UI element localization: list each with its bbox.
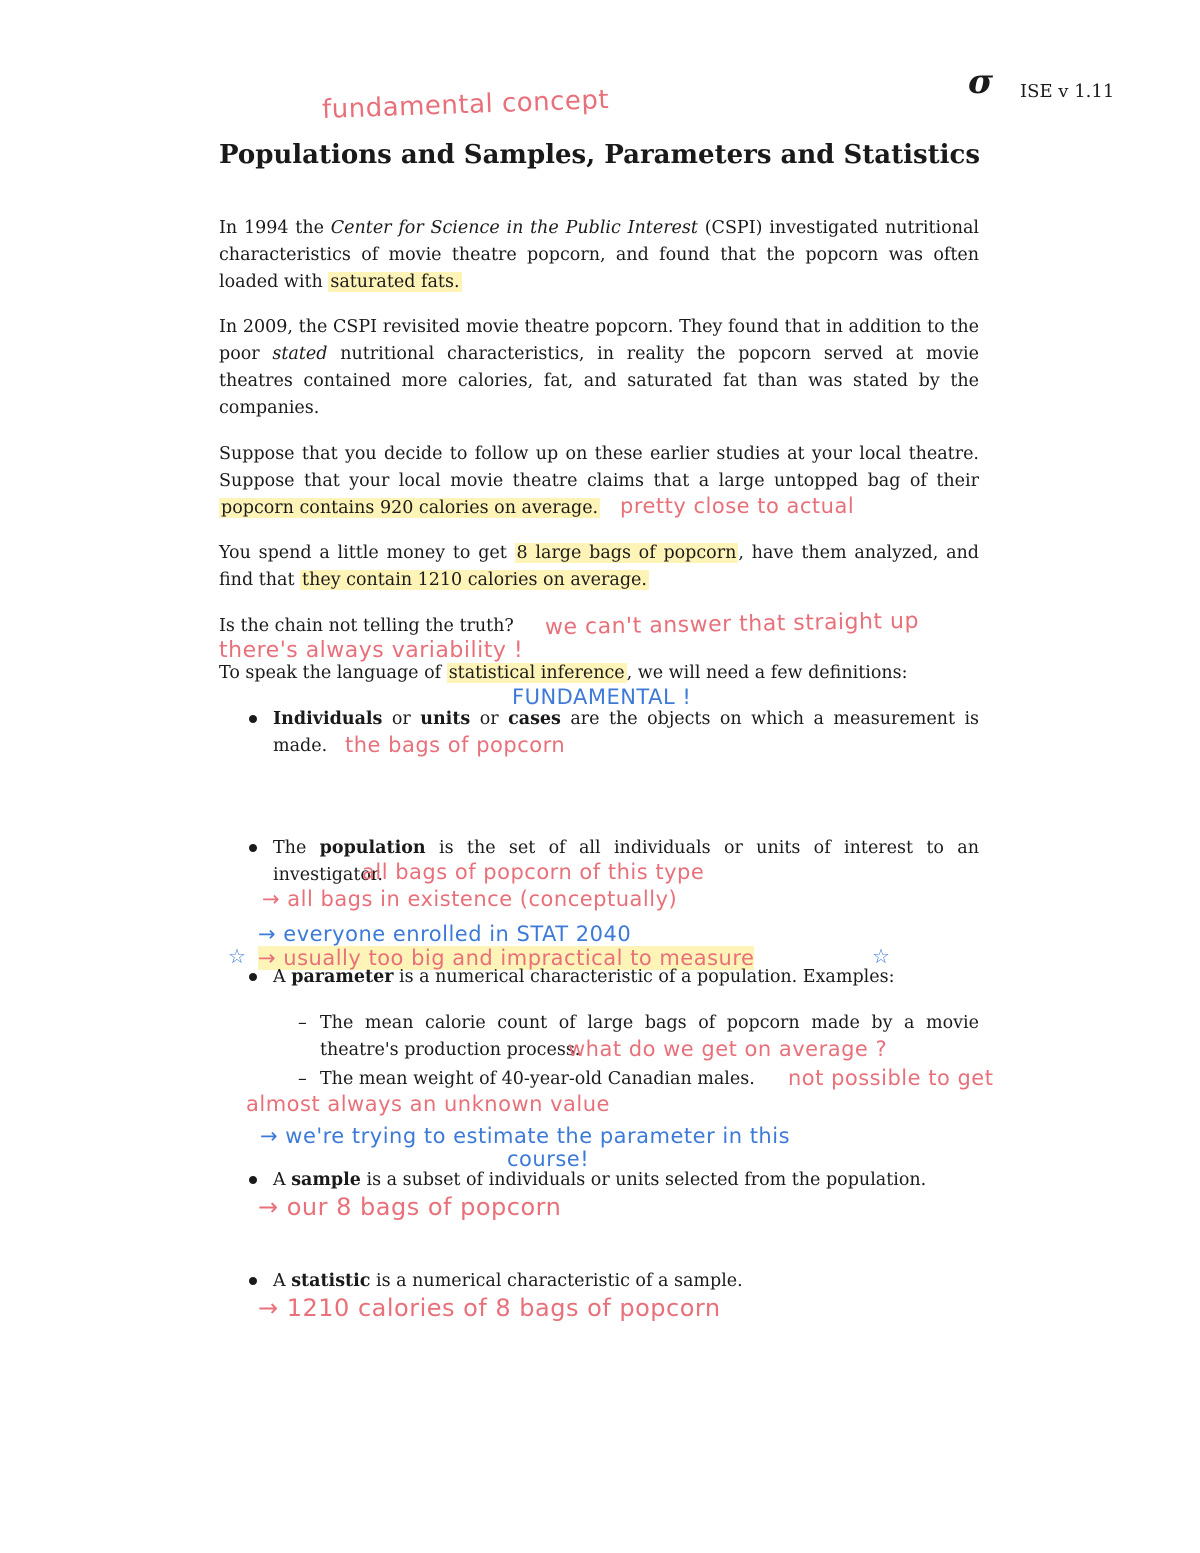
page-title: Populations and Samples, Parameters and Statistics [219,140,981,170]
term-statistic: statistic [291,1271,371,1291]
annotation-unknown: almost always an unknown value [246,1092,610,1116]
annotation-population-4: → usually too big and impractical to measure [258,946,755,970]
example-1: The mean calorie count of large bags of popcorn made by a movie theatre's production process. [320,1013,979,1060]
p1-italic: Center for Science in the Public Interest [330,218,698,238]
annotation-not-possible: not possible to get [788,1066,994,1090]
paragraph-3 [219,441,979,522]
paragraph-1 [219,215,979,296]
sample-definition: is a subset of individuals or units selected from the population. [360,1170,927,1190]
sample-text-a: A [273,1170,292,1190]
paragraph-5: Is the chain not telling the truth? [219,616,514,636]
paragraph-4 [219,540,979,594]
individuals-definition: are the objects on which a measurement is made. [273,709,980,756]
annotation-fundamental-concept: fundamental concept [321,84,610,126]
annotation-pretty-close: pretty close to actual [620,494,855,518]
p6-highlight: statistical inference [448,663,625,683]
population-definition: is the set of all individuals or units of interest to an investigator. [273,838,979,885]
annotation-population-3: → everyone enrolled in STAT 2040 [258,922,632,946]
sigma-logo-icon: σ [968,62,994,102]
example-2: The mean weight of 40-year-old Canadian males. [320,1069,755,1089]
p3-highlight: popcorn contains 920 calories on average. [221,498,599,518]
star-icon-left: ☆ [228,944,246,968]
bullet-dot-individuals [249,715,257,723]
annotation-individuals: the bags of popcorn [345,733,566,757]
population-text-a: The [273,838,320,858]
annotation-cant-answer: we can't answer that straight up [544,608,920,641]
term-parameter: parameter [291,967,394,987]
bullet-dot-statistic [249,1277,257,1285]
dash-marker-1: – [298,1013,307,1033]
bullet-dot-sample [249,1176,257,1184]
annotation-population-1: all bags of popcorn of this type [362,860,705,884]
p6-text-a: To speak the language of [219,663,447,683]
parameter-definition: is a numerical characteristic of a population. Examples: [393,967,895,987]
annotation-sample: → our 8 bags of popcorn [258,1193,562,1221]
star-icon-right: ☆ [872,944,890,968]
term-cases: cases [508,709,561,729]
p4-text-a: You spend a little money to get [219,543,515,563]
bullet-dot-parameter [249,973,257,981]
p4-highlight-1: 8 large bags of popcorn [516,543,737,563]
p2-text-b: nutritional characteristics, in reality the popcorn served at movie theatres contained more calories, fat, and saturated fat than was stated by the companies. [219,344,979,418]
bullet-dot-population [249,844,257,852]
annotation-fundamental: FUNDAMENTAL ! [512,685,692,709]
term-individuals: Individuals [273,709,383,729]
annotation-statistic: → 1210 calories of 8 bags of popcorn [258,1294,721,1322]
p1-text-a: In 1994 the [219,218,331,238]
annotation-variability: there's always variability ! [219,638,524,663]
p2-text-a: In 2009, the CSPI revisited movie theatre popcorn. They found that in addition to the poor [219,317,979,364]
parameter-text-a: A [273,967,292,987]
annotation-estimate-2: course! [507,1147,590,1171]
paragraph-6 [219,660,908,687]
version-label: ISE v 1.11 [1020,81,1115,102]
term-population: population [319,838,426,858]
p6-text-b: , we will need a few definitions: [626,663,908,683]
p2-italic: stated [272,344,328,364]
p4-text-b: , have them analyzed, and find that [219,543,979,590]
annotation-population-2: → all bags in existence (conceptually) [262,887,678,911]
p1-highlight: saturated fats. [330,272,460,292]
or-text-1: or [382,709,421,729]
p1-text-b: (CSPI) investigated nutritional characteristics of movie theatre popcorn, and found that the popcorn was often loaded with [219,218,979,292]
term-sample: sample [291,1170,361,1190]
or-text-2: or [470,709,509,729]
p3-text-a: Suppose that you decide to follow up on these earlier studies at your local theatre. Suppose that your local movie theatre claims that a large untopped bag of their [219,444,979,491]
annotation-estimate-1: → we're trying to estimate the parameter in this [260,1124,791,1148]
dash-marker-2: – [298,1069,307,1089]
paragraph-2 [219,314,979,422]
bullet-statistic [273,1268,743,1295]
p4-highlight-2: they contain 1210 calories on average. [302,570,647,590]
bullet-parameter [273,964,979,991]
term-units: units [420,709,471,729]
bullet-sample [273,1167,926,1194]
annotation-average: what do we get on average ? [568,1037,888,1061]
statistic-definition: is a numerical characteristic of a sample. [370,1271,743,1291]
statistic-text-a: A [273,1271,292,1291]
